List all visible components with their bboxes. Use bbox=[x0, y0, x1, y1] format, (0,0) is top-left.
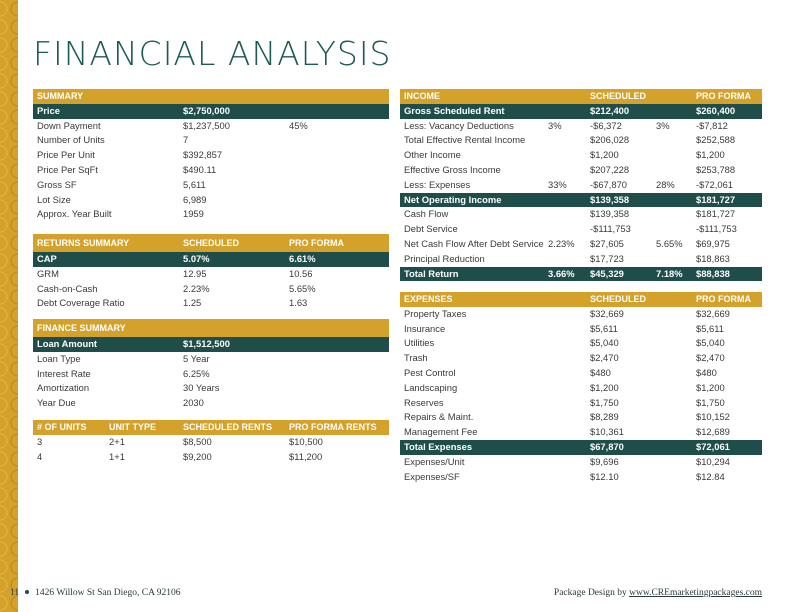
total-expenses-scheduled: $67,870 bbox=[590, 440, 624, 452]
finance-table bbox=[33, 319, 389, 411]
returns-label: GRM bbox=[37, 267, 59, 279]
expense-scheduled: $8,289 bbox=[590, 411, 619, 423]
income-rows-1 bbox=[400, 119, 762, 193]
income-label: Net Cash Flow After Debt Service bbox=[404, 237, 544, 249]
income-scheduled: -$67,870 bbox=[590, 178, 628, 190]
total-return-pct1: 3.66% bbox=[548, 267, 575, 279]
unit-type: 2+1 bbox=[109, 435, 125, 447]
finance-value: 5 Year bbox=[183, 352, 210, 364]
total-return-label: Total Return bbox=[404, 267, 459, 279]
finance-header bbox=[33, 319, 389, 337]
expense-metric-scheduled: $12.10 bbox=[590, 470, 619, 482]
expense-scheduled: $32,669 bbox=[590, 307, 624, 319]
units-table bbox=[33, 420, 389, 464]
units-col-count: # OF UNITS bbox=[37, 422, 87, 432]
unit-type: 1+1 bbox=[109, 450, 125, 462]
summary-table bbox=[33, 89, 389, 222]
property-address: 1426 Willow St San Diego, CA 92106 bbox=[35, 588, 181, 598]
total-return-pct2: 7.18% bbox=[656, 267, 683, 279]
returns-proforma: 5.65% bbox=[289, 282, 316, 294]
expense-proforma: $32,669 bbox=[696, 307, 730, 319]
returns-header-label: RETURNS SUMMARY bbox=[37, 238, 130, 248]
total-expenses-proforma: $72,061 bbox=[696, 440, 730, 452]
price-label: Price bbox=[37, 104, 60, 116]
page-title: FINANCIAL ANALYSIS bbox=[33, 34, 392, 73]
units-row bbox=[33, 435, 389, 450]
expenses-header bbox=[400, 292, 762, 307]
summary-value: 5,611 bbox=[183, 178, 206, 190]
returns-row bbox=[33, 267, 389, 282]
unit-scheduled-rent: $8,500 bbox=[183, 435, 212, 447]
loan-amount-value: $1,512,500 bbox=[183, 338, 230, 349]
returns-row bbox=[33, 282, 389, 297]
credit-prefix: Package Design by bbox=[553, 588, 630, 598]
expense-metric-scheduled: $9,696 bbox=[590, 455, 619, 467]
finance-value: 2030 bbox=[183, 397, 204, 409]
income-label: Less: Expenses bbox=[404, 178, 471, 190]
finance-value: 30 Years bbox=[183, 382, 220, 394]
income-label: Effective Gross Income bbox=[404, 163, 501, 175]
expense-row bbox=[400, 396, 762, 411]
expense-scheduled: $10,361 bbox=[590, 426, 624, 438]
expense-label: Repairs & Maint. bbox=[404, 411, 474, 423]
income-header-label: INCOME bbox=[404, 91, 440, 101]
summary-row bbox=[33, 193, 389, 208]
summary-label: Gross SF bbox=[37, 178, 77, 190]
income-proforma: $1,200 bbox=[696, 149, 725, 161]
income-scheduled: $139,358 bbox=[590, 208, 630, 220]
returns-label: Cash-on-Cash bbox=[37, 282, 98, 294]
total-expenses-label: Total Expenses bbox=[404, 440, 473, 452]
expense-proforma: $12,689 bbox=[696, 426, 730, 438]
income-proforma: $69,975 bbox=[696, 237, 730, 249]
units-rows bbox=[33, 435, 389, 465]
expense-label: Landscaping bbox=[404, 381, 458, 393]
income-row bbox=[400, 119, 762, 134]
finance-rows bbox=[33, 352, 389, 411]
summary-header bbox=[33, 89, 389, 104]
total-return-row bbox=[400, 267, 762, 282]
summary-row bbox=[33, 163, 389, 178]
income-row bbox=[400, 252, 762, 267]
expense-scheduled: $5,611 bbox=[590, 322, 618, 334]
income-proforma: -$72,061 bbox=[696, 178, 734, 190]
summary-label: Down Payment bbox=[37, 119, 101, 131]
unit-count: 3 bbox=[37, 435, 43, 447]
unit-scheduled-rent: $9,200 bbox=[183, 450, 212, 462]
expense-label: Insurance bbox=[404, 322, 446, 334]
units-col-type: UNIT TYPE bbox=[109, 422, 157, 432]
income-row bbox=[400, 178, 762, 193]
finance-loan-row bbox=[33, 337, 389, 352]
gsr-proforma: $260,400 bbox=[696, 104, 736, 116]
expense-metric-proforma: $12.84 bbox=[696, 470, 725, 482]
income-row bbox=[400, 133, 762, 148]
finance-label: Amortization bbox=[37, 382, 90, 394]
gsr-row bbox=[400, 104, 762, 119]
expense-label: Property Taxes bbox=[404, 307, 467, 319]
summary-rows bbox=[33, 119, 389, 223]
finance-value: 6.25% bbox=[183, 367, 210, 379]
income-pct-proforma: 5.65% bbox=[656, 237, 683, 249]
expense-row bbox=[400, 381, 762, 396]
noi-row bbox=[400, 193, 762, 208]
summary-value: 6,989 bbox=[183, 193, 207, 205]
finance-row bbox=[33, 396, 389, 411]
summary-price-row bbox=[33, 104, 389, 119]
page-number: 11 bbox=[10, 588, 20, 598]
units-col-proforma: PRO FORMA RENTS bbox=[289, 422, 377, 432]
income-row bbox=[400, 207, 762, 222]
income-row bbox=[400, 237, 762, 252]
units-row bbox=[33, 450, 389, 465]
summary-value: $392,857 bbox=[183, 149, 223, 161]
income-row bbox=[400, 222, 762, 237]
gsr-label: Gross Scheduled Rent bbox=[404, 104, 505, 116]
income-proforma: -$111,753 bbox=[696, 223, 737, 235]
expenses-col-scheduled: SCHEDULED bbox=[590, 294, 647, 304]
income-row bbox=[400, 148, 762, 163]
expense-metric-label: Expenses/Unit bbox=[404, 455, 465, 467]
income-proforma: $18,863 bbox=[696, 252, 730, 264]
price-value: $2,750,000 bbox=[183, 104, 230, 116]
noi-label: Net Operating Income bbox=[404, 193, 502, 205]
expense-proforma: $1,750 bbox=[696, 396, 725, 408]
expense-scheduled: $1,750 bbox=[590, 396, 619, 408]
returns-row bbox=[33, 296, 389, 311]
summary-row bbox=[33, 207, 389, 222]
income-label: Principal Reduction bbox=[404, 252, 485, 264]
cap-proforma: 6.61% bbox=[289, 253, 316, 264]
loan-amount-label: Loan Amount bbox=[37, 338, 98, 349]
expense-metric-row bbox=[400, 455, 762, 470]
cap-label: CAP bbox=[37, 253, 57, 264]
units-col-scheduled: SCHEDULED RENTS bbox=[183, 422, 273, 432]
total-expenses-row bbox=[400, 440, 762, 455]
expense-proforma: $10,152 bbox=[696, 411, 730, 423]
income-scheduled: -$6,372 bbox=[590, 119, 622, 131]
income-row bbox=[400, 163, 762, 178]
footer-left bbox=[10, 588, 181, 604]
expense-row bbox=[400, 410, 762, 425]
income-label: Total Effective Rental Income bbox=[404, 134, 526, 146]
income-scheduled: $206,028 bbox=[590, 134, 630, 146]
income-pct-proforma: 3% bbox=[656, 119, 670, 131]
income-label: Other Income bbox=[404, 149, 461, 161]
returns-rows bbox=[33, 267, 389, 311]
expense-row bbox=[400, 307, 762, 322]
returns-proforma: 1.63 bbox=[289, 297, 308, 309]
summary-extra: 45% bbox=[289, 119, 308, 131]
expense-proforma: $5,611 bbox=[696, 322, 724, 334]
income-pct-scheduled: 2.23% bbox=[548, 237, 575, 249]
footer-right bbox=[554, 588, 762, 604]
finance-label: Loan Type bbox=[37, 352, 81, 364]
summary-label: Number of Units bbox=[37, 134, 105, 146]
expense-proforma: $5,040 bbox=[696, 337, 725, 349]
expenses-rows bbox=[400, 307, 762, 440]
income-col-proforma: PRO FORMA bbox=[696, 91, 751, 101]
returns-col-scheduled: SCHEDULED bbox=[183, 238, 240, 248]
income-label: Less: Vacancy Deductions bbox=[404, 119, 514, 131]
expense-proforma: $1,200 bbox=[696, 381, 725, 393]
income-col-scheduled: SCHEDULED bbox=[590, 91, 647, 101]
total-return-scheduled: $45,329 bbox=[590, 267, 624, 279]
expense-row bbox=[400, 351, 762, 366]
expenses-after-rows bbox=[400, 455, 762, 485]
income-scheduled: $17,723 bbox=[590, 252, 624, 264]
income-scheduled: -$111,753 bbox=[590, 223, 631, 235]
bullet-dot-icon bbox=[25, 590, 29, 594]
gsr-scheduled: $212,400 bbox=[590, 104, 630, 116]
summary-value: 7 bbox=[183, 134, 189, 146]
expense-row bbox=[400, 336, 762, 351]
income-label: Debt Service bbox=[404, 223, 458, 235]
expense-scheduled: $480 bbox=[590, 366, 611, 378]
summary-row bbox=[33, 119, 389, 134]
income-scheduled: $207,228 bbox=[590, 163, 630, 175]
expense-row bbox=[400, 425, 762, 440]
summary-row bbox=[33, 148, 389, 163]
expense-row bbox=[400, 322, 762, 337]
expense-row bbox=[400, 366, 762, 381]
returns-scheduled: 12.95 bbox=[183, 267, 207, 279]
income-pct-scheduled: 33% bbox=[548, 178, 567, 190]
income-scheduled: $1,200 bbox=[590, 149, 619, 161]
income-pct-scheduled: 3% bbox=[548, 119, 562, 131]
summary-row bbox=[33, 178, 389, 193]
expenses-col-proforma: PRO FORMA bbox=[696, 294, 751, 304]
decorative-border bbox=[0, 0, 18, 612]
summary-label: Price Per SqFt bbox=[37, 163, 98, 175]
returns-table bbox=[33, 234, 389, 311]
unit-proforma-rent: $10,500 bbox=[289, 435, 323, 447]
expense-scheduled: $2,470 bbox=[590, 352, 619, 364]
summary-value: $1,237,500 bbox=[183, 119, 230, 131]
expense-scheduled: $1,200 bbox=[590, 381, 619, 393]
income-proforma: $181,727 bbox=[696, 208, 736, 220]
returns-header bbox=[33, 234, 389, 252]
expense-label: Trash bbox=[404, 352, 428, 364]
summary-label: Approx. Year Built bbox=[37, 208, 112, 220]
summary-value: $490.11 bbox=[183, 163, 217, 175]
noi-scheduled: $139,358 bbox=[590, 193, 630, 205]
finance-header-label: FINANCE SUMMARY bbox=[37, 323, 126, 333]
income-table bbox=[400, 89, 762, 281]
expense-metric-row bbox=[400, 470, 762, 485]
returns-label: Debt Coverage Ratio bbox=[37, 297, 125, 309]
expense-proforma: $480 bbox=[696, 366, 717, 378]
income-rows-2 bbox=[400, 207, 762, 266]
expense-label: Utilities bbox=[404, 337, 435, 349]
income-header bbox=[400, 89, 762, 104]
credit-link[interactable]: www.CREmarketingpackages.com bbox=[629, 588, 762, 598]
returns-scheduled: 1.25 bbox=[183, 297, 202, 309]
expenses-table bbox=[400, 292, 762, 484]
summary-label: Lot Size bbox=[37, 193, 71, 205]
income-proforma: $253,788 bbox=[696, 163, 736, 175]
income-pct-proforma: 28% bbox=[656, 178, 675, 190]
finance-label: Year Due bbox=[37, 397, 76, 409]
income-proforma: $252,588 bbox=[696, 134, 736, 146]
income-proforma: -$7,812 bbox=[696, 119, 728, 131]
expense-metric-label: Expenses/SF bbox=[404, 470, 460, 482]
summary-row bbox=[33, 133, 389, 148]
expense-label: Pest Control bbox=[404, 366, 456, 378]
returns-cap-row bbox=[33, 252, 389, 267]
cap-scheduled: 5.07% bbox=[183, 253, 210, 264]
expense-label: Management Fee bbox=[404, 426, 478, 438]
finance-row bbox=[33, 381, 389, 396]
returns-proforma: 10.56 bbox=[289, 267, 313, 279]
units-header bbox=[33, 420, 389, 435]
income-scheduled: $27,605 bbox=[590, 237, 624, 249]
summary-value: 1959 bbox=[183, 208, 204, 220]
finance-row bbox=[33, 352, 389, 367]
returns-scheduled: 2.23% bbox=[183, 282, 210, 294]
summary-header-label: SUMMARY bbox=[37, 91, 84, 101]
unit-count: 4 bbox=[37, 450, 43, 462]
returns-col-proforma: PRO FORMA bbox=[289, 238, 344, 248]
finance-label: Interest Rate bbox=[37, 367, 91, 379]
unit-proforma-rent: $11,200 bbox=[289, 450, 323, 462]
expense-proforma: $2,470 bbox=[696, 352, 725, 364]
noi-proforma: $181,727 bbox=[696, 193, 736, 205]
expenses-header-label: EXPENSES bbox=[404, 294, 453, 304]
total-return-proforma: $88,838 bbox=[696, 267, 730, 279]
expense-label: Reserves bbox=[404, 396, 444, 408]
income-label: Cash Flow bbox=[404, 208, 449, 220]
summary-label: Price Per Unit bbox=[37, 149, 95, 161]
expense-metric-proforma: $10,294 bbox=[696, 455, 730, 467]
expense-scheduled: $5,040 bbox=[590, 337, 619, 349]
finance-row bbox=[33, 367, 389, 382]
